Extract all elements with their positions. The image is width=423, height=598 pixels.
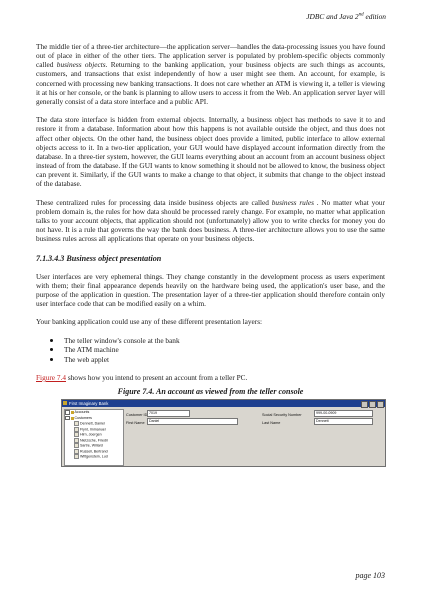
ssn-label: Social Security Number (262, 413, 302, 418)
last-name-field[interactable]: Dennett (314, 418, 373, 425)
account-tree (64, 409, 124, 466)
figure-link[interactable]: Figure 7.4 (36, 373, 66, 383)
emphasis-business-rules: business rules (271, 197, 314, 207)
ssn-field[interactable]: 999-00-0909 (314, 410, 373, 417)
emphasis-business-objects: business objects (56, 60, 106, 70)
list-item: The ATM machine (64, 345, 385, 354)
tree-label: Dennett, Daniel (80, 421, 105, 426)
section-heading: 7.1.3.4.3 Business object presentation (36, 253, 162, 263)
text-run: . Returning to the banking application, your business objects are such things as accounts, customers, and transactions that exist independently of how a user might see them. An account, for example, is concerned with processing new banking transactions. It does not care whether an ATM is viewing it, a teller is viewing it at his or her console, or the bank is planning to allow users to access it from the Web. An application server layer will generally consist of a data store interface and a public API. (36, 60, 385, 106)
window-title: First Imaginary Bank (69, 401, 109, 407)
tree-label: Flynt, Immanuel (80, 427, 106, 432)
maximize-icon[interactable] (369, 401, 376, 408)
tree-label: Accounts (74, 410, 90, 415)
tree-label: Customers (74, 416, 92, 421)
file-icon (74, 432, 79, 437)
expand-icon[interactable] (65, 410, 70, 415)
paragraph-data-store: The data store interface is hidden from external objects. Internally, a business object has methods to save it to and restore it from a database. Information about how this happens is not available outside the object, and thus does not affect other objects. On the other hand, the business object does provide a limited, public interface to allow external objects access to it. In a two-tier application, your GUI would have displayed account information directly from the database. In a three-tier system, however, the GUI learns everything about an account from an account business object instead of from the database. If the GUI wants to know something it should not be allowed to know, the business object can prevent it. Similarly, if the GUI wants to make a change to that object, it submits that change to the object instead of the database. (36, 115, 385, 189)
paragraph-application-server (36, 42, 385, 106)
tree-node-customer[interactable] (65, 454, 123, 460)
close-icon[interactable] (377, 401, 384, 408)
collapse-icon[interactable] (65, 416, 70, 421)
header-sup: nd (358, 12, 364, 18)
app-icon (63, 401, 67, 405)
tree-label: Hirn, Joergen (80, 432, 102, 437)
paragraph-presentation-layers: Your banking application could use any of these different presentation layers: (36, 317, 263, 327)
text-run: shows how you intend to present an account from a teller PC. (66, 373, 248, 383)
customer-id-label: Customer ID (126, 413, 148, 418)
file-icon (74, 449, 79, 454)
tree-label: Nietzsche, Friedri (80, 438, 108, 443)
minimize-icon[interactable] (361, 401, 368, 408)
tree-label: Wittgenstein, Lud (80, 454, 108, 459)
list-item: The web applet (64, 355, 385, 364)
folder-icon (71, 411, 74, 414)
header-title: JDBC and Java 2 (306, 12, 359, 21)
last-name-label: Last Name (262, 421, 281, 426)
first-name-field[interactable]: Daniel (147, 418, 238, 425)
text-run: . No matter what your problem domain is, the rules for how data should be processed rarely change. For example, no matter what application talks to your account objects, that application should not (unfortunately) allow you to write checks for money you do not have. It is a rule that governs the way the bank does business. A three-tier architecture allows you to use the same business rules across all applications that operate on your business objects. (36, 197, 386, 244)
header-suffix: edition (363, 12, 386, 21)
text-run: The middle tier of a three-tier architecture—the application server—handles the data-processing issues you have found out of place in either of the other tiers. The application server is populated by problem-specific objects commonly called (36, 42, 385, 70)
customer-id-field[interactable]: 7019 (147, 410, 190, 417)
file-icon (74, 443, 79, 448)
file-icon (74, 454, 79, 459)
file-icon (74, 421, 79, 426)
tree-label: Sartre, Willard (80, 443, 103, 448)
page-number: page 103 (355, 571, 385, 580)
window-controls (361, 401, 384, 408)
first-name-label: First Name (126, 421, 145, 426)
folder-icon (71, 417, 74, 420)
body-text (36, 42, 385, 467)
teller-console-window (61, 399, 386, 467)
text-run: These centralized rules for processing data inside business objects are called (36, 197, 272, 207)
list-item: The teller window's console at the bank (64, 336, 385, 345)
file-icon (74, 427, 79, 432)
file-icon (74, 438, 79, 443)
figure-caption: Figure 7.4. An account as viewed from the teller console (117, 387, 304, 397)
paragraph-user-interfaces: User interfaces are very ephemeral things. They change constantly in the development process as users experiment with them; their final appearance depends heavily on the hardware being used, the application's user base, and the purpose of the application in question. The presentation layer of a three-tier application should therefore contain only user interface code that can be modified easily on a whim. (36, 271, 385, 309)
running-header (306, 12, 386, 21)
window-titlebar (62, 400, 385, 407)
tree-label: Russell, Bertrand (80, 449, 108, 454)
presentation-layer-list (36, 336, 385, 364)
paragraph-figure-reference (36, 373, 385, 382)
paragraph-business-rules (36, 198, 385, 244)
